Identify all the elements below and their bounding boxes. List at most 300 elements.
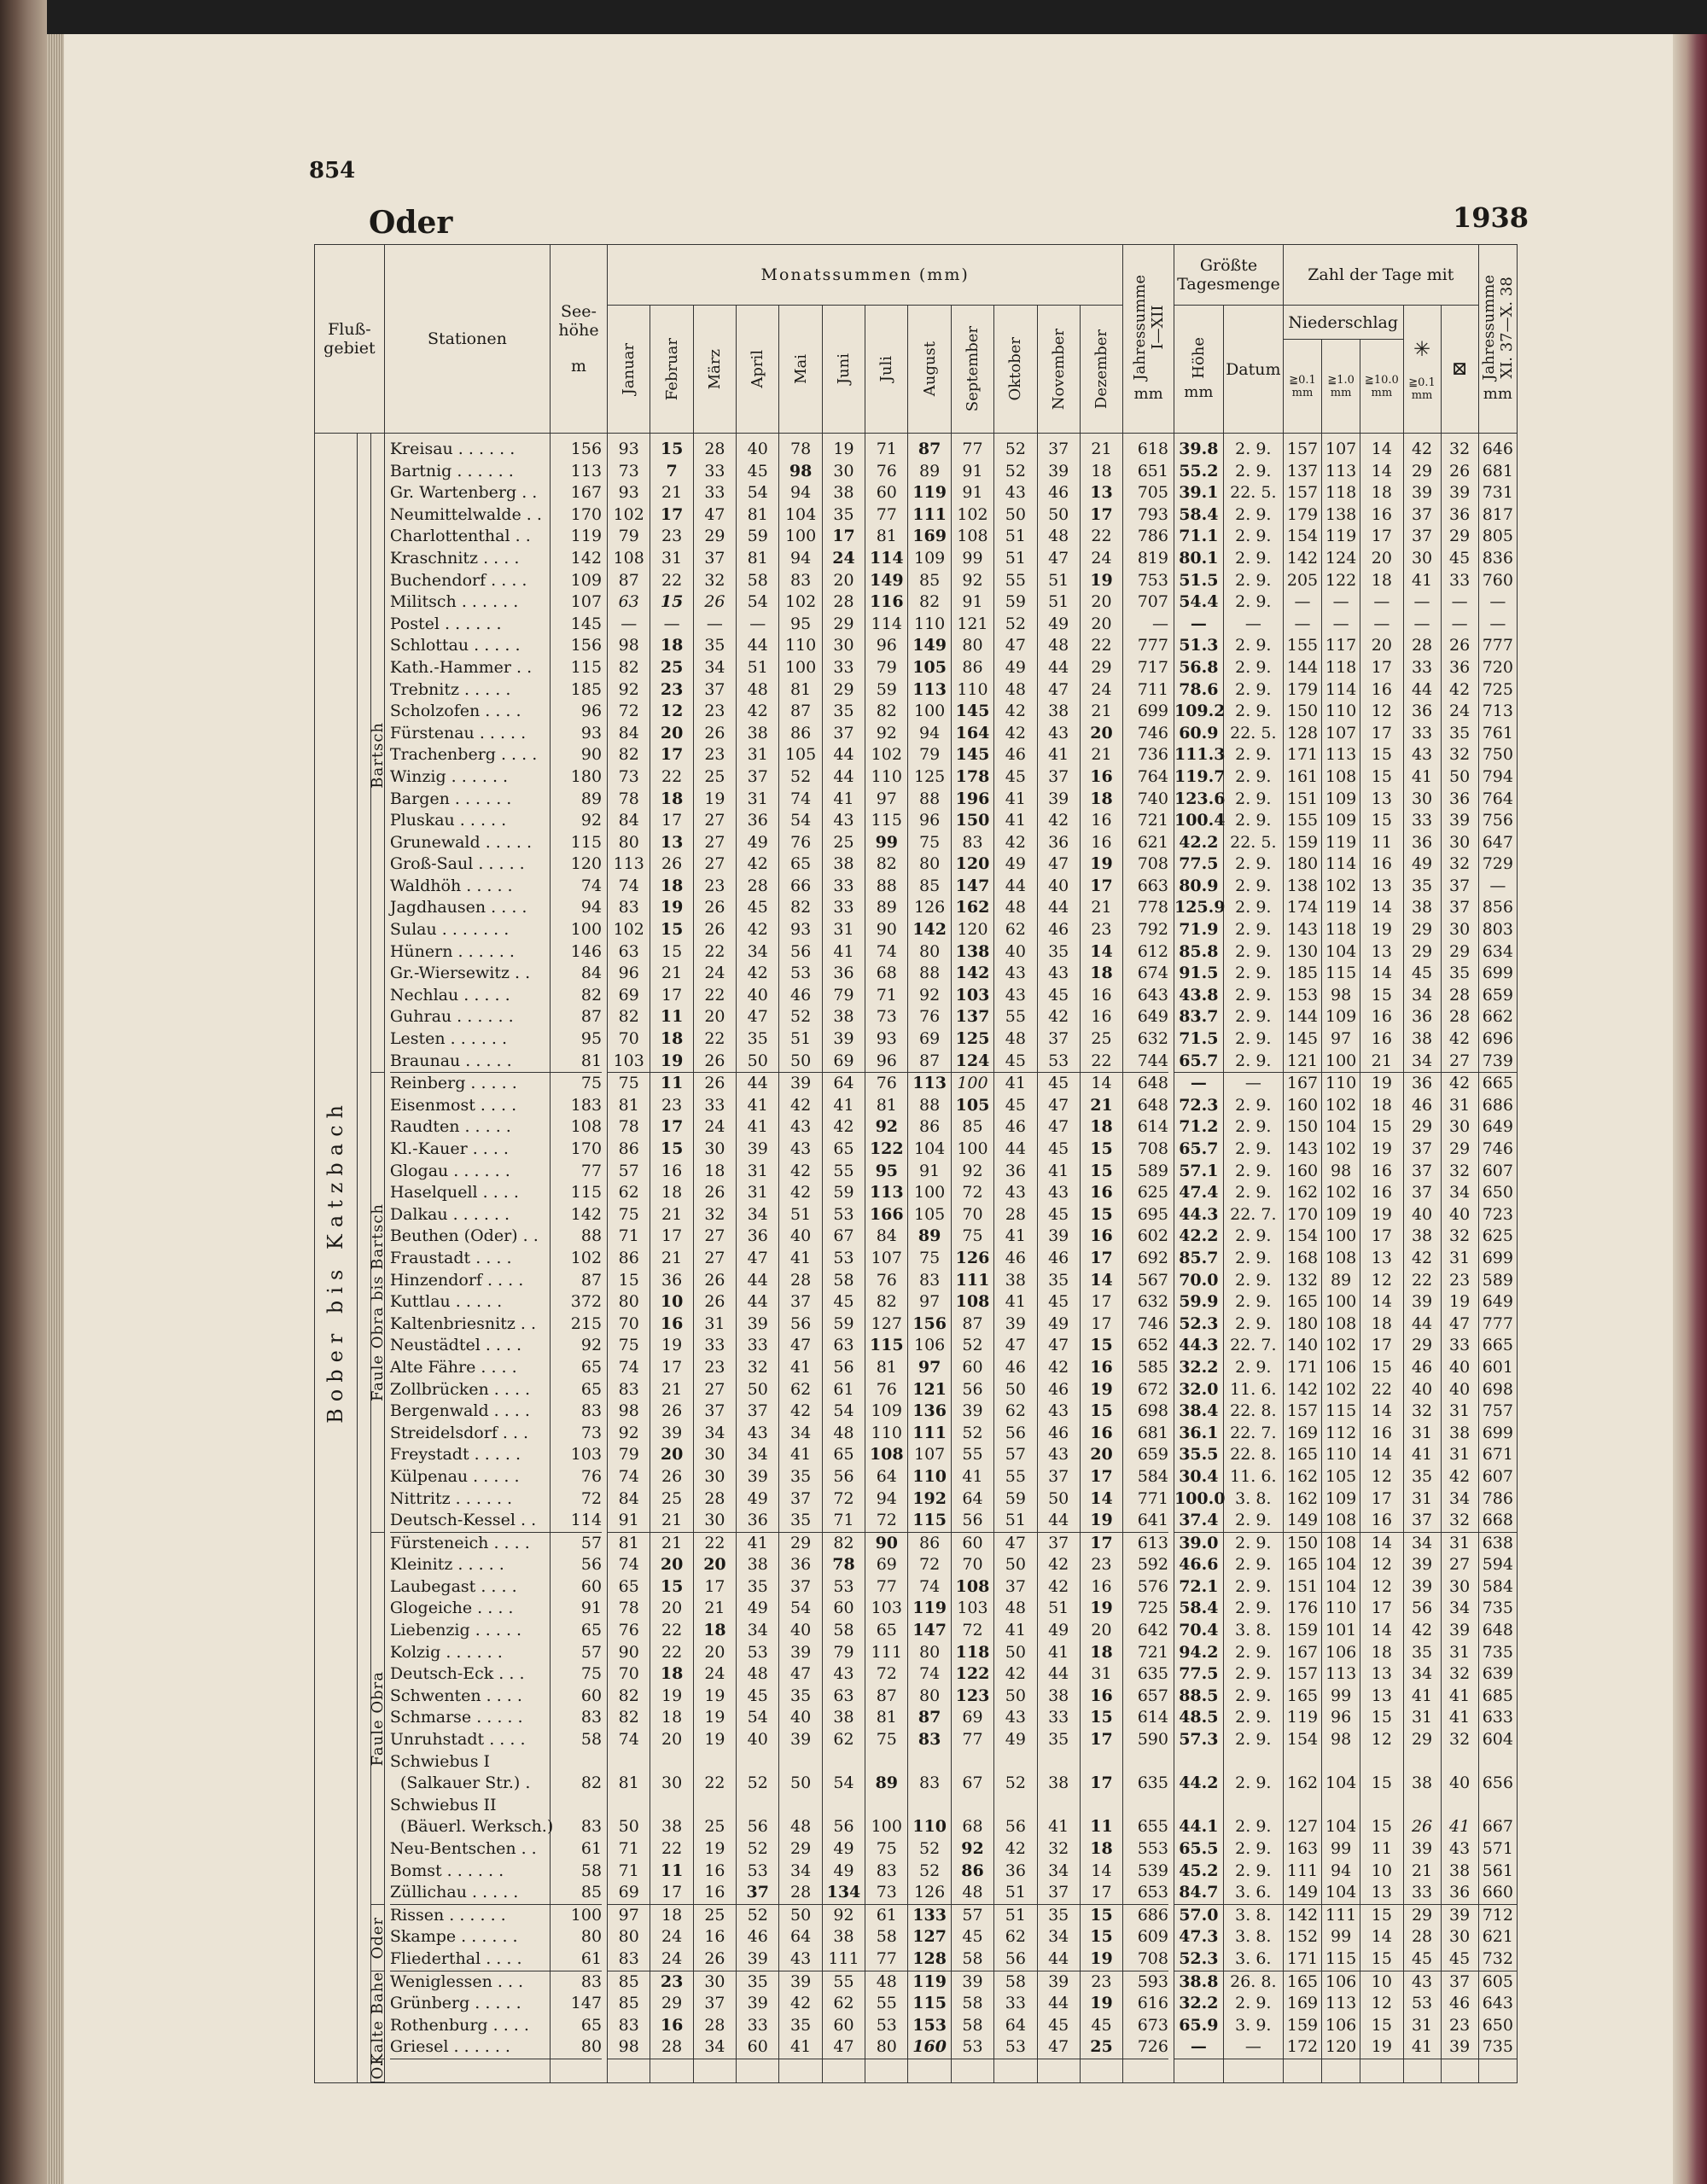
table-cell: 142: [570, 548, 603, 568]
table-cell: 17: [1371, 527, 1392, 546]
table-cell: 696: [1482, 1029, 1513, 1049]
table-cell: 80: [618, 1927, 639, 1947]
table-cell: 46: [1048, 920, 1069, 940]
table-cell: 26: [704, 920, 725, 940]
table-cell: 38: [661, 1817, 683, 1837]
table-cell: 41: [790, 1248, 812, 1267]
table-cell: 13: [1371, 1686, 1392, 1705]
table-cell: 62: [1005, 920, 1026, 940]
table-cell: 30: [704, 1971, 725, 1991]
header-th01: [1283, 340, 1321, 434]
table-cell: 75: [580, 1074, 603, 1093]
table-cell: 70: [618, 1029, 639, 1049]
table-cell: 41: [1005, 1621, 1026, 1640]
table-cell: 95: [790, 614, 812, 633]
table-cell: 625: [1137, 1183, 1168, 1203]
table-cell: 215: [570, 1313, 603, 1333]
table-cell: 699: [1137, 702, 1168, 721]
table-cell: 84: [618, 811, 639, 830]
table-cell: 49: [747, 832, 768, 852]
table-cell: 97: [919, 1292, 941, 1312]
table-cell: 41: [1449, 1708, 1471, 1727]
table-cell: 37: [1411, 1139, 1433, 1158]
table-cell: 41: [1005, 811, 1026, 830]
table-cell: 64: [833, 1074, 854, 1093]
station-name: Bargen . . . . . .: [389, 789, 512, 808]
table-cell: 26: [704, 1074, 725, 1093]
book-spine: [0, 0, 47, 2184]
table-cell: 44: [1048, 657, 1069, 677]
table-cell: 73: [618, 461, 639, 480]
table-cell: 45: [1048, 985, 1069, 1005]
table-cell: 39: [1411, 483, 1433, 503]
month-label: Mai: [791, 354, 810, 384]
table-cell: 721: [1137, 1642, 1168, 1662]
table-cell: 2. 9.: [1235, 876, 1272, 895]
station-name: Deutsch-Kessel . .: [390, 1510, 550, 1533]
table-cell: 87: [790, 702, 812, 721]
table-cell: 17: [1371, 723, 1392, 743]
table-cell: 725: [1137, 1599, 1168, 1618]
table-cell: 69: [919, 1029, 941, 1049]
table-cell: 95: [875, 1161, 899, 1180]
row-spacer: [994, 1795, 1036, 1817]
col-station: [384, 434, 554, 2083]
table-cell: 113: [1325, 1664, 1357, 1684]
table-cell: —: [1174, 2036, 1223, 2059]
table-cell: 105: [784, 745, 817, 765]
table-cell: 99: [875, 832, 899, 852]
table-cell: 643: [1137, 985, 1168, 1005]
table-cell: 60: [962, 1533, 983, 1552]
table-cell: 735: [1482, 1642, 1513, 1662]
table-cell: 71: [876, 440, 897, 458]
table-cell: —: [1294, 592, 1311, 612]
table-cell: 98: [1331, 985, 1352, 1005]
table-cell: —: [1244, 1074, 1261, 1093]
table-cell: 11: [660, 1074, 684, 1093]
table-cell: 142: [912, 920, 947, 940]
table-cell: 39: [1005, 1313, 1026, 1333]
table-cell: 69: [618, 985, 639, 1005]
table-cell: 87: [918, 1708, 941, 1727]
table-cell: 13: [1360, 1882, 1402, 1905]
table-cell: 44: [1411, 1313, 1433, 1333]
table-cell: 34: [1048, 1927, 1069, 1947]
table-cell: 49: [1005, 1730, 1026, 1750]
table-cell: 647: [1482, 832, 1513, 852]
table-cell: 83: [580, 1401, 603, 1421]
table-cell: 699: [1482, 1248, 1513, 1267]
table-cell: 45: [1005, 766, 1026, 786]
table-cell: 23: [1091, 920, 1112, 940]
table-cell: 3. 8.: [1235, 1905, 1272, 1925]
table-cell: 16: [1371, 679, 1392, 699]
table-cell: 96: [618, 964, 639, 983]
table-cell: 160: [1286, 1161, 1319, 1180]
station-name: Winzig . . . . . .: [389, 766, 509, 786]
table-cell: 2. 9.: [1235, 1533, 1272, 1552]
table-cell: 77.5: [1179, 1664, 1219, 1684]
table-cell: 37: [737, 1882, 778, 1905]
table-cell: 13: [1090, 483, 1113, 503]
row-spacer: [551, 1795, 602, 1817]
table-cell: 657: [1137, 1686, 1168, 1705]
table-cell: 22. 7.: [1230, 1336, 1277, 1355]
table-cell: 14: [1371, 1533, 1392, 1552]
row-spacer: [1360, 1751, 1402, 1773]
table-cell: 24: [1449, 702, 1471, 721]
header-jahressumme: [1123, 245, 1174, 434]
table-cell: 102: [613, 504, 644, 524]
table-cell: 39: [790, 1971, 812, 1991]
table-cell: 14: [1371, 1401, 1392, 1421]
table-cell: 46: [1005, 1248, 1026, 1267]
table-cell: 36: [1005, 1861, 1026, 1880]
table-cell: 21: [661, 1204, 683, 1224]
table-cell: 81: [790, 679, 812, 699]
table-cell: 708: [1137, 854, 1168, 874]
table-cell: 42: [790, 1401, 812, 1421]
table-cell: 3. 8.: [1235, 1488, 1272, 1508]
table-cell: 37: [1449, 876, 1471, 895]
table-cell: 23: [1091, 1555, 1112, 1575]
table-cell: 192: [912, 1488, 947, 1508]
table-cell: 48: [1005, 1029, 1026, 1049]
table-cell: 63: [833, 1336, 854, 1355]
row-spacer: [551, 1751, 602, 1773]
table-cell: 26: [704, 1183, 725, 1203]
header-snow: [1403, 306, 1441, 434]
table-cell: 102: [871, 745, 902, 765]
row-spacer: [1284, 1795, 1321, 1817]
table-cell: 57: [962, 1905, 983, 1925]
station-name: Glogau . . . . . .: [389, 1161, 510, 1180]
row-spacer: [908, 1795, 950, 1817]
table-cell: 26: [704, 592, 725, 612]
table-cell: 155: [1286, 636, 1319, 655]
table-cell: 43: [1411, 745, 1433, 765]
station-name: Unruhstadt . . . .: [389, 1730, 526, 1750]
table-cell: 65: [580, 1621, 603, 1640]
table-cell: 45: [747, 898, 768, 917]
table-cell: 93: [618, 440, 639, 458]
table-cell: 17: [660, 1117, 684, 1137]
table-cell: 48: [1048, 527, 1069, 546]
table-cell: 43: [1048, 1183, 1069, 1203]
table-cell: 32.2: [1179, 1994, 1219, 2013]
header-hoehe-unit: mm: [1184, 383, 1214, 402]
table-cell: 154: [1286, 1730, 1319, 1750]
table-cell: 106: [1325, 1357, 1357, 1377]
table-cell: 146: [570, 941, 603, 961]
col-month-6: [822, 434, 865, 2083]
table-cell: 104: [914, 1139, 946, 1158]
table-cell: 13: [1371, 941, 1392, 961]
group-segment-faule: [368, 1533, 387, 1905]
table-cell: 128: [1286, 723, 1319, 743]
table-cell: 80: [865, 2036, 907, 2059]
table-cell: 17: [1090, 504, 1113, 524]
table-cell: 29: [833, 679, 854, 699]
table-cell: 91: [919, 1161, 941, 1180]
table-cell: 59: [747, 527, 768, 546]
table-cell: 30: [661, 1773, 683, 1793]
table-cell: 74: [790, 789, 812, 808]
table-cell: 39.8: [1179, 440, 1219, 458]
table-cell: 178: [955, 766, 990, 786]
col-hail: [1441, 434, 1478, 2083]
table-cell: 15: [1090, 1401, 1113, 1421]
table-cell: 157: [1286, 1401, 1319, 1421]
col-month-1: [608, 434, 650, 2083]
table-cell: 635: [1137, 1773, 1168, 1793]
table-cell: 88: [919, 789, 941, 808]
table-cell: 84: [876, 1226, 897, 1246]
table-cell: 100: [784, 657, 817, 677]
table-cell: 39.1: [1179, 483, 1219, 503]
table-cell: 65: [580, 1357, 603, 1377]
table-cell: 42: [1411, 1248, 1433, 1267]
table-cell: 74: [618, 876, 639, 895]
table-cell: 3. 6.: [1224, 1948, 1283, 1971]
header-month-4: [737, 306, 779, 434]
table-cell: 576: [1137, 1576, 1168, 1596]
table-cell: 36: [1048, 832, 1069, 852]
table-cell: 616: [1137, 1994, 1168, 2013]
table-cell: 2. 9.: [1235, 1686, 1272, 1705]
table-cell: 648: [1137, 1074, 1168, 1093]
table-cell: 92: [962, 1161, 983, 1180]
table-cell: 19: [1090, 854, 1113, 874]
table-cell: 18: [660, 636, 684, 655]
table-cell: 41: [1048, 1642, 1069, 1662]
table-cell: 777: [1482, 1313, 1513, 1333]
station-name: Trachenberg . . . .: [389, 745, 538, 765]
col-jahressumme: [1123, 434, 1174, 2083]
table-cell: 83: [919, 1773, 941, 1793]
table-cell: 11. 6.: [1230, 1466, 1277, 1486]
table-cell: 14: [1371, 440, 1392, 458]
table-cell: 113: [912, 1074, 947, 1093]
table-cell: 41: [1411, 570, 1433, 590]
table-cell: 47: [1449, 1313, 1471, 1333]
table-cell: 39: [1048, 789, 1069, 808]
table-cell: 58: [833, 1621, 854, 1640]
table-cell: 45: [1048, 2015, 1069, 2035]
table-cell: 22: [704, 985, 725, 1005]
table-cell: 47: [1048, 854, 1069, 874]
month-label: Oktober: [1006, 337, 1025, 401]
table-cell: 585: [1137, 1357, 1168, 1377]
table-cell: 590: [1137, 1730, 1168, 1750]
table-cell: 54: [790, 1599, 812, 1618]
table-cell: 45.2: [1179, 1861, 1219, 1880]
table-cell: 75: [580, 1664, 603, 1684]
table-cell: 69: [608, 1882, 650, 1905]
station-name: Kreisau . . . . . .: [389, 440, 516, 458]
table-cell: 15: [1090, 1161, 1113, 1180]
table-cell: 2. 9.: [1235, 1270, 1272, 1290]
table-cell: 37: [704, 679, 725, 699]
table-cell: 24: [1091, 679, 1112, 699]
table-cell: 77: [962, 440, 983, 458]
table-cell: 735: [1482, 1599, 1513, 1618]
table-cell: 723: [1482, 1204, 1513, 1224]
table-cell: 29: [1091, 657, 1112, 677]
table-cell: 36: [833, 964, 854, 983]
table-cell: 42: [1005, 723, 1026, 743]
table-cell: 22. 7.: [1230, 1423, 1277, 1442]
table-cell: 35: [1048, 1270, 1069, 1290]
table-cell: 85: [551, 1882, 602, 1905]
table-cell: 83: [618, 2015, 639, 2035]
table-cell: 111: [871, 1642, 902, 1662]
table-cell: 54: [833, 1773, 854, 1793]
table-cell: 41: [1411, 1686, 1433, 1705]
table-cell: 52: [919, 1861, 941, 1880]
table-cell: 28: [1449, 1007, 1471, 1027]
row-spacer: [1174, 1751, 1223, 1773]
table-cell: 58: [962, 1994, 983, 2013]
table-cell: 2. 9.: [1235, 1357, 1272, 1377]
table-cell: 37: [1404, 1510, 1441, 1533]
table-cell: 83: [918, 1730, 941, 1750]
table-cell: 63: [833, 1686, 854, 1705]
table-cell: 80: [618, 832, 639, 852]
table-cell: 44: [1048, 898, 1069, 917]
table-cell: 16: [1371, 504, 1392, 524]
row-spacer: [865, 1795, 907, 1817]
table-cell: 16: [1091, 985, 1112, 1005]
table-cell: 161: [1286, 766, 1319, 786]
table-cell: 116: [869, 592, 904, 612]
table-cell: 20: [660, 1555, 684, 1575]
table-cell: 33: [1404, 1882, 1441, 1905]
station-name: Laubegast . . . .: [389, 1576, 517, 1596]
table-cell: 42: [1048, 1007, 1069, 1027]
table-cell: 49: [833, 1839, 854, 1858]
table-cell: 111: [1286, 1861, 1319, 1880]
table-cell: 110: [914, 614, 946, 633]
table-cell: 2. 9.: [1235, 766, 1272, 786]
table-cell: 81: [747, 504, 768, 524]
table-cell: 91.5: [1179, 964, 1219, 983]
table-cell: 16: [694, 1882, 736, 1905]
table-cell: 13: [660, 832, 684, 852]
table-cell: 107: [1325, 440, 1357, 458]
table-cell: 46: [1048, 1248, 1069, 1267]
table-cell: —: [1151, 614, 1168, 633]
table-cell: 15: [1360, 1948, 1402, 1971]
table-cell: 20: [1091, 592, 1112, 612]
table-cell: 22: [661, 766, 683, 786]
station-name: Sulau . . . . . . .: [389, 920, 510, 940]
table-cell: 43: [1048, 723, 1069, 743]
table-cell: 100: [1325, 1226, 1357, 1246]
station-name: Kolzig . . . . . .: [389, 1642, 503, 1662]
table-cell: 56: [1005, 1423, 1026, 1442]
table-cell: 2. 9.: [1235, 1664, 1272, 1684]
table-cell: 46: [1048, 1379, 1069, 1399]
table-cell: 15: [1371, 985, 1392, 1005]
month-label: Juli: [877, 356, 896, 382]
table-cell: 42: [747, 920, 768, 940]
table-cell: 17: [1090, 1773, 1113, 1793]
table-cell: 102: [1325, 1095, 1357, 1115]
table-cell: 23: [704, 702, 725, 721]
table-cell: 34: [1411, 1533, 1433, 1552]
station-name: Hinzendorf . . . .: [389, 1270, 524, 1290]
table-cell: 21: [650, 1510, 692, 1533]
row-spacer: [608, 1795, 650, 1817]
table-cell: 85.7: [1179, 1248, 1219, 1267]
table-cell: 49: [1048, 1313, 1069, 1333]
table-cell: 70: [618, 1664, 639, 1684]
group-label-main: Bober bis Katzbach: [323, 1098, 347, 1424]
table-cell: 39: [1411, 1292, 1433, 1312]
table-cell: 17: [1371, 1226, 1392, 1246]
table-cell: 81: [876, 1357, 897, 1377]
table-cell: 3. 9.: [1235, 2015, 1272, 2035]
table-cell: 87: [918, 440, 941, 458]
table-cell: 35: [1449, 964, 1471, 983]
col-month-5: [779, 434, 822, 2083]
table-cell: 102: [1325, 876, 1357, 895]
table-cell: 104: [1322, 1882, 1360, 1905]
table-cell: 32: [1449, 854, 1471, 874]
table-cell: 47: [1048, 679, 1069, 699]
table-cell: 50: [618, 1817, 639, 1837]
table-cell: —: [1489, 614, 1506, 633]
header-seehoehe-label: See- höhe: [558, 302, 599, 340]
table-cell: 70: [962, 1555, 983, 1575]
table-cell: 70.0: [1179, 1270, 1219, 1290]
table-cell: 117: [1325, 636, 1357, 655]
table-cell: 36: [1449, 789, 1471, 808]
station-name: Glogeiche . . . .: [389, 1599, 514, 1618]
table-cell: 15: [1090, 1204, 1113, 1224]
table-cell: 36: [661, 1270, 683, 1290]
table-cell: 19: [1371, 920, 1392, 940]
table-cell: 172: [1284, 2036, 1321, 2059]
table-cell: 102: [1325, 1379, 1357, 1399]
table-cell: 17: [1090, 1248, 1113, 1267]
table-cell: 77: [876, 1576, 897, 1596]
table-cell: 145: [1286, 1029, 1319, 1049]
table-cell: 16: [1090, 1183, 1113, 1203]
table-cell: 22. 8.: [1230, 1445, 1277, 1465]
table-cell: 653: [1123, 1882, 1168, 1905]
table-cell: 125: [955, 1029, 990, 1049]
table-cell: 43: [790, 1139, 812, 1158]
table-cell: 18: [1371, 1642, 1392, 1662]
table-cell: 47: [823, 2036, 865, 2059]
table-cell: 32: [1449, 1226, 1471, 1246]
table-cell: 29: [1449, 941, 1471, 961]
table-cell: 119: [1286, 1708, 1319, 1727]
table-cell: 38: [833, 483, 854, 503]
table-cell: 111: [1325, 1905, 1357, 1925]
table-cell: 113: [1325, 745, 1357, 765]
table-cell: 607: [1482, 1466, 1513, 1486]
table-cell: 102: [1325, 1336, 1357, 1355]
table-cell: 80: [919, 854, 941, 874]
table-cell: 39: [1449, 1621, 1471, 1640]
table-cell: 35: [790, 2015, 812, 2035]
table-cell: 42: [1449, 679, 1471, 699]
table-cell: 22: [704, 1029, 725, 1049]
